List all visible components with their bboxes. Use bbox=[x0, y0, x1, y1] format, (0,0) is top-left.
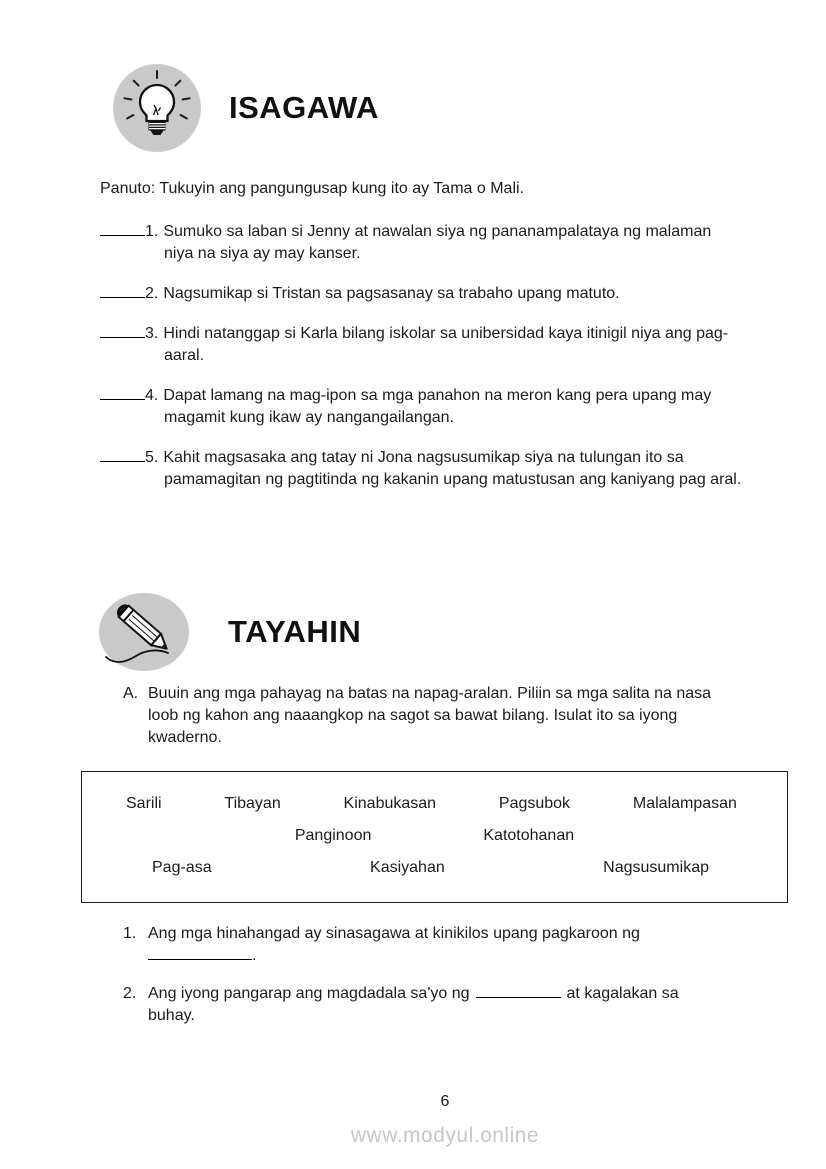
fill-in-question-list bbox=[123, 923, 681, 1027]
item-number: 1. bbox=[145, 223, 159, 240]
answer-blank-1 bbox=[100, 222, 145, 236]
word-bank-word: Tibayan bbox=[224, 795, 281, 812]
word-bank-row-1 bbox=[82, 793, 787, 815]
word-bank-word: Kasiyahan bbox=[370, 859, 445, 876]
tayahin-section-header bbox=[98, 591, 790, 673]
question-text: Ang mga hinahangad ay sinasagawa at kinikilos upang pagkaroon ng bbox=[148, 925, 640, 942]
tf-item-4 bbox=[100, 385, 745, 429]
item-text: Kahit magsasaka ang tatay ni Jona nagsusumikap siya na tulungan ito sa pamamagitan ng pagtitinda ng kakanin upang matustusan ang kaniyang pag aral. bbox=[163, 449, 742, 488]
true-false-list bbox=[100, 221, 745, 491]
answer-blank-3 bbox=[100, 324, 145, 338]
tf-item-5 bbox=[100, 447, 745, 491]
word-bank-word: Sarili bbox=[126, 795, 162, 812]
part-a-instruction bbox=[123, 683, 713, 749]
item-number: 5. bbox=[145, 449, 159, 466]
question-text-after: at kagalakan sa buhay. bbox=[148, 985, 679, 1024]
word-bank-word: Pag-asa bbox=[152, 859, 212, 876]
watermark: www.modyul.online bbox=[350, 1124, 540, 1147]
word-bank-word: Katotohanan bbox=[483, 827, 575, 844]
tf-item-1 bbox=[100, 221, 745, 265]
question-1 bbox=[123, 923, 681, 967]
answer-blank-5 bbox=[100, 448, 145, 462]
item-number: 2. bbox=[145, 285, 159, 302]
question-number: 2. bbox=[123, 985, 137, 1002]
question-text: Ang iyong pangarap ang magdadala sa'yo ng bbox=[148, 985, 470, 1002]
item-text: Hindi natanggap si Karla bilang iskolar sa unibersidad kaya itinigil niya ang pag-aaral. bbox=[163, 325, 729, 364]
word-bank-word: Malalampasan bbox=[632, 795, 737, 812]
tf-item-2 bbox=[100, 283, 745, 305]
part-a-label: A. bbox=[123, 685, 139, 702]
lightbulb-icon bbox=[113, 64, 201, 152]
isagawa-instruction: Panuto: Tukuyin ang pangungusap kung ito ay Tama o Mali. bbox=[100, 180, 524, 197]
question-text-after: . bbox=[252, 947, 257, 964]
item-text: Sumuko sa laban si Jenny at nawalan siya ng pananampalataya ng malaman niya na siya ay may kanser. bbox=[163, 223, 712, 262]
fill-blank-1 bbox=[148, 946, 252, 960]
question-2 bbox=[123, 983, 681, 1027]
word-bank-word: Pagsubok bbox=[498, 795, 571, 812]
word-bank-box bbox=[81, 771, 788, 903]
word-bank-word: Panginoon bbox=[294, 827, 372, 844]
page-number: 6 bbox=[440, 1093, 450, 1110]
isagawa-title: ISAGAWA bbox=[229, 90, 379, 125]
isagawa-section-header bbox=[113, 64, 790, 152]
tayahin-title: TAYAHIN bbox=[228, 614, 362, 649]
word-bank-row-2 bbox=[82, 825, 787, 847]
pencil-icon bbox=[98, 591, 190, 673]
question-number: 1. bbox=[123, 925, 137, 942]
word-bank-word: Nagsusumikap bbox=[603, 859, 709, 876]
answer-blank-2 bbox=[100, 284, 145, 298]
answer-blank-4 bbox=[100, 386, 145, 400]
item-number: 4. bbox=[145, 387, 159, 404]
item-number: 3. bbox=[145, 325, 159, 342]
word-bank-row-3 bbox=[82, 857, 787, 879]
word-bank-word: Kinabukasan bbox=[343, 795, 437, 812]
item-text: Nagsumikap si Tristan sa pagsasanay sa trabaho upang matuto. bbox=[163, 285, 620, 302]
fill-blank-2 bbox=[476, 984, 561, 998]
tf-item-3 bbox=[100, 323, 745, 367]
item-text: Dapat lamang na mag-ipon sa mga panahon na meron kang pera upang may magamit kung ikaw ay nangangailangan. bbox=[163, 387, 712, 426]
part-a-text: Buuin ang mga pahayag na batas na napag-aralan. Piliin sa mga salita na nasa loob ng kahon ang naaangkop na sagot sa bawat bilang. Isulat ito sa iyong kwaderno. bbox=[148, 685, 712, 746]
